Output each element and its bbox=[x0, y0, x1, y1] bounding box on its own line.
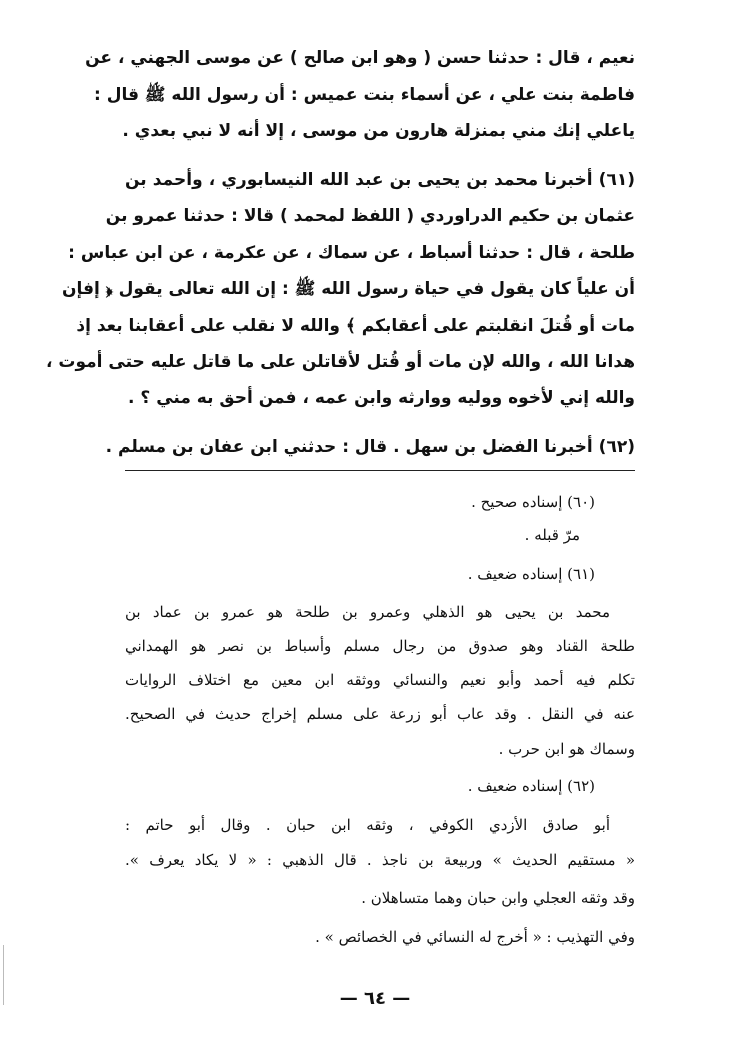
main-text-line: فاطمة بنت علي ، عن أسماء بنت عميس : أن رسول الله ﷺ قال : bbox=[94, 85, 635, 105]
footnote-line: أبو صادق الأزدي الكوفي ، وثقه ابن حبان . وقال أبو حاتم : bbox=[125, 816, 610, 834]
footnote-line: محمد بن يحيى هو الذهلي وعمرو بن طلحة هو عمرو بن عماد بن bbox=[125, 603, 610, 621]
footnote-line: تكلم فيه أحمد وأبو نعيم والنسائي ووثقه ابن معين مع اختلاف الروايات bbox=[125, 671, 635, 689]
main-text-line: طلحة ، قال : حدثنا أسباط ، عن سماك ، عن عكرمة ، عن ابن عباس : bbox=[68, 243, 635, 263]
main-text-line: والله إني لأخوه ووليه ووارثه وابن عمه ، فمن أحق به مني ؟ . bbox=[128, 388, 635, 408]
scan-edge-mark bbox=[3, 945, 4, 1005]
page-number: — ٦٤ — bbox=[339, 988, 411, 1009]
footnote-heading: (٦٠) إسناده صحيح . bbox=[471, 493, 595, 511]
main-text-line: ياعلي إنك مني بمنزلة هارون من موسى ، إلا أنه لا نبي بعدي . bbox=[122, 121, 635, 141]
footnote-line: طلحة القناد وهو صدوق من رجال مسلم وأسباط بن نصر هو الهمداني bbox=[125, 637, 635, 655]
main-text-line: عثمان بن حكيم الدراوردي ( اللفظ لمحمد ) قالا : حدثنا عمرو بن bbox=[105, 206, 635, 226]
footnote-line: وقد وثقه العجلي وابن حبان وهما متساهلان . bbox=[361, 889, 635, 907]
main-text-line: (٦٢) أخبرنا الفضل بن سهل . قال : حدثني ابن عفان بن مسلم . bbox=[105, 437, 635, 457]
main-text-line: أن علياً كان يقول في حياة رسول الله ﷺ : إن الله تعالى يقول ﴿ إفإن bbox=[61, 279, 635, 299]
footnote-line: عنه في النقل . وقد عاب أبو زرعة على مسلم إخراج حديث في الصحيح. bbox=[125, 705, 635, 723]
footnote-heading: (٦١) إسناده ضعيف . bbox=[467, 565, 595, 583]
footnote-line: « مستقيم الحديث » وربيعة بن ناجذ . قال الذهبي : « لا يكاد يعرف ». bbox=[125, 851, 635, 869]
footnote-divider bbox=[125, 470, 635, 471]
footnote-heading: (٦٢) إسناده ضعيف . bbox=[467, 777, 595, 795]
footnote-line: وسماك هو ابن حرب . bbox=[498, 740, 635, 758]
main-text-line: مات أو قُتلَ انقلبتم على أعقابكم ﴾ والله لا نقلب على أعقابنا بعد إذ bbox=[76, 316, 635, 336]
main-text-line: هدانا الله ، والله لإن مات أو قُتل لأقاتلن على ما قاتل عليه حتى أموت ، bbox=[46, 352, 635, 372]
footnote-line: وفي التهذيب : « أخرج له النسائي في الخصائص » . bbox=[315, 928, 635, 946]
footnote-line: مرّ قبله . bbox=[524, 526, 580, 544]
main-text-line: نعيم ، قال : حدثنا حسن ( وهو ابن صالح ) عن موسى الجهني ، عن bbox=[85, 48, 635, 68]
main-text-line: (٦١) أخبرنا محمد بن يحيى بن عبد الله النيسابوري ، وأحمد بن bbox=[125, 170, 635, 190]
